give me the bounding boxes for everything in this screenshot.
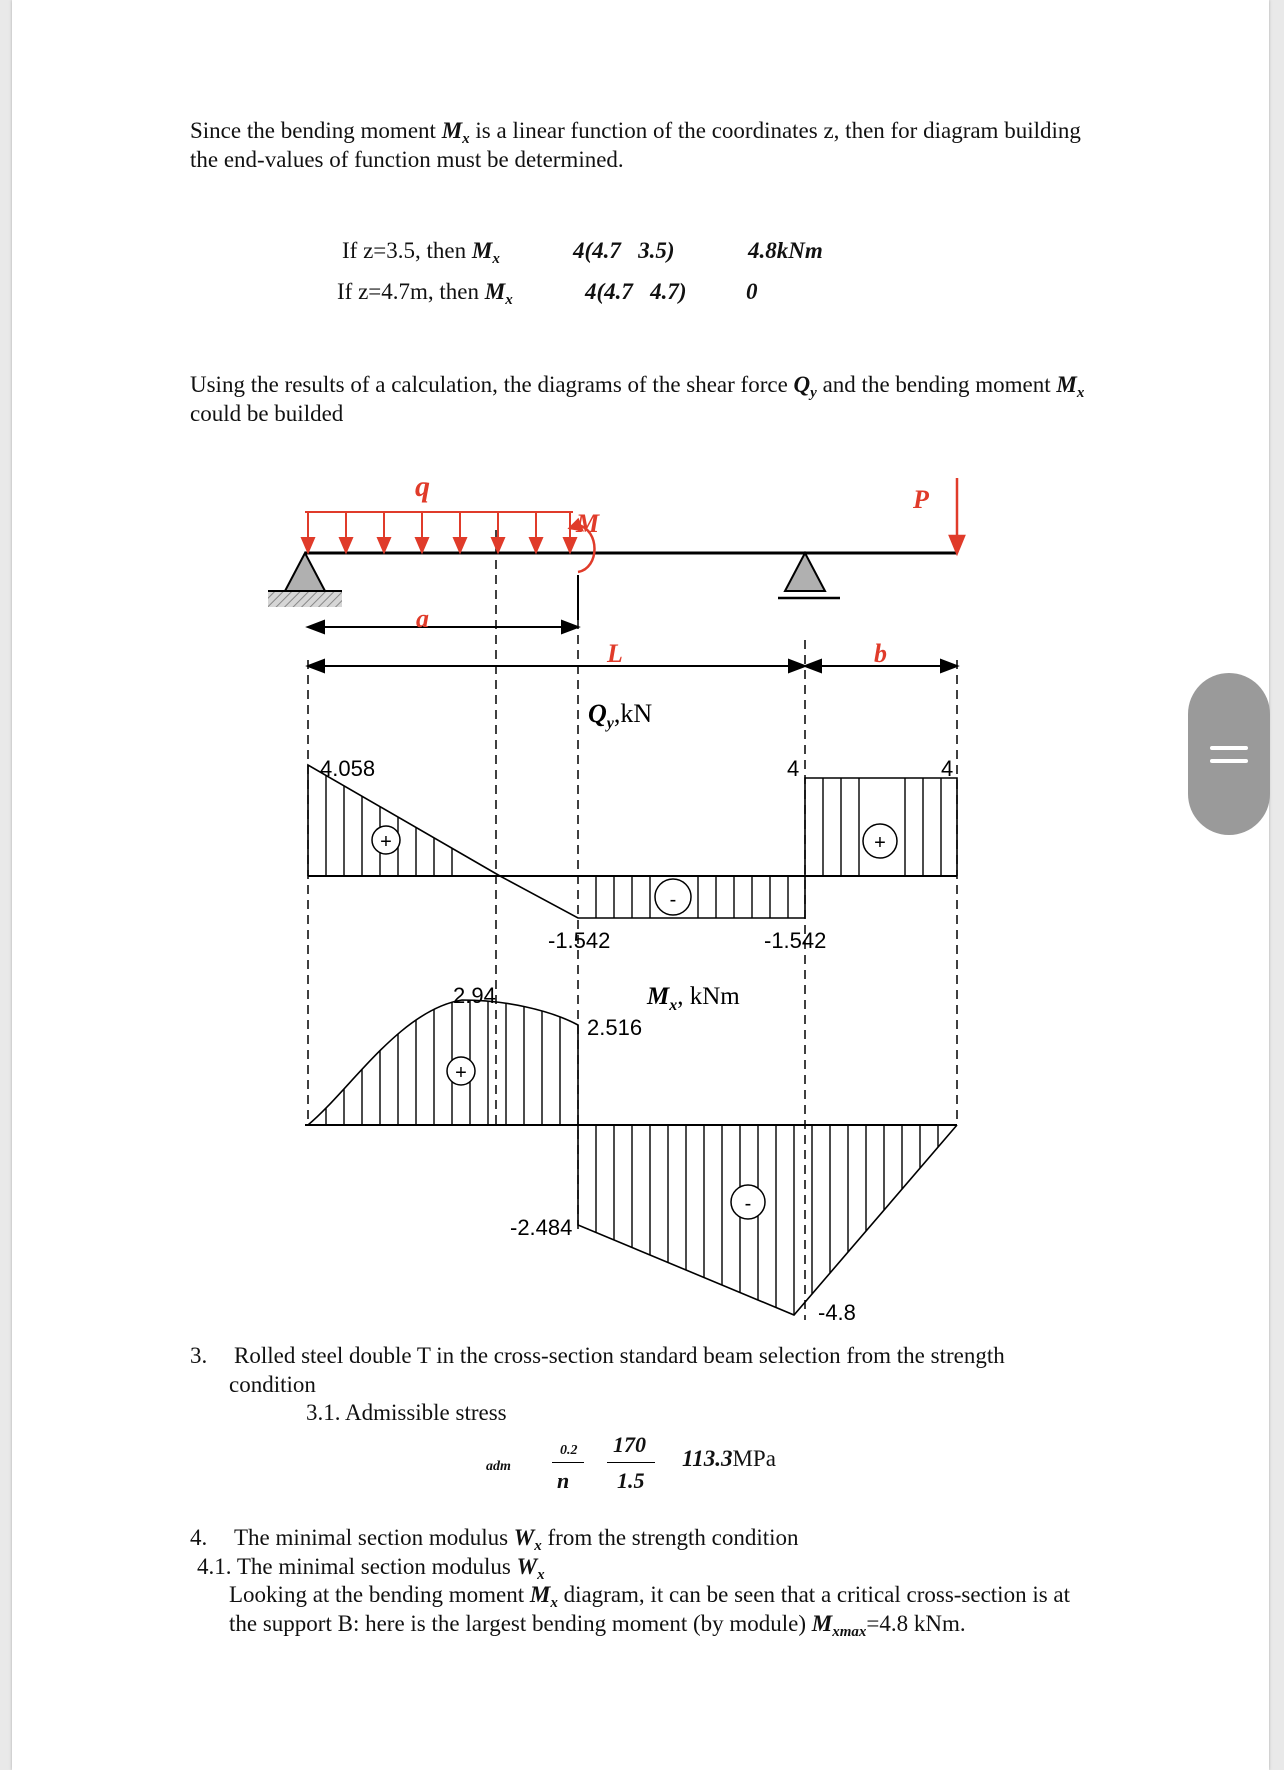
subscript: x xyxy=(534,1538,542,1554)
subscript: x xyxy=(505,292,513,308)
section-4-number: 4. xyxy=(190,1525,208,1550)
sign: + xyxy=(874,832,886,854)
unit: ,kN xyxy=(613,699,653,728)
symbol: W xyxy=(513,1525,535,1550)
text: 4.1. The minimal section modulus xyxy=(197,1554,517,1579)
moment-hatch-negative xyxy=(596,1120,938,1320)
shear-sign-plus-right xyxy=(863,824,897,858)
sign: + xyxy=(455,1062,467,1084)
dim-l-label: L xyxy=(607,639,623,668)
section-4-paragraph-line-1 xyxy=(229,1580,1070,1609)
moment-value-left-of-m: 2.516 xyxy=(587,1015,643,1040)
shear-value-right: 4 xyxy=(787,756,800,781)
formula-num-1: 0.2 xyxy=(560,1443,578,1458)
subscript: x xyxy=(550,1595,558,1611)
section-4-title xyxy=(234,1523,799,1552)
symbol: M xyxy=(471,238,493,263)
formula-den-2: 1.5 xyxy=(617,1468,645,1493)
section-4-paragraph-line-2 xyxy=(229,1609,966,1638)
section-4-1-heading xyxy=(197,1552,545,1581)
shear-hatch-negative xyxy=(596,870,788,925)
dim-a-label: a xyxy=(416,604,429,633)
subscript: y xyxy=(810,385,817,401)
text: If z=4.7m, then xyxy=(337,279,479,304)
value: 113.3 xyxy=(682,1446,733,1471)
subscript: x xyxy=(1076,385,1085,401)
symbol: W xyxy=(516,1554,538,1579)
unit: , kNm xyxy=(677,983,740,1010)
pin-support-a xyxy=(268,553,342,607)
text: from the strength condition xyxy=(541,1525,799,1550)
text: diagram, it can be seen that a critical cross-section is at xyxy=(557,1582,1071,1607)
fraction-bar-2 xyxy=(607,1462,655,1463)
load-q-label: q xyxy=(415,470,430,503)
text: The minimal section modulus xyxy=(234,1525,514,1550)
subscript: x xyxy=(462,131,470,147)
scroll-drag-handle[interactable] xyxy=(1188,673,1270,835)
text: and the bending moment xyxy=(816,372,1057,397)
symbol: M xyxy=(1056,372,1077,397)
shear-title xyxy=(588,699,652,732)
text: is a linear function of the coordinates z, then for diagram building xyxy=(469,118,1081,143)
equation-1-result: 4.8kNm xyxy=(748,238,823,263)
equation-2-result: 0 xyxy=(746,279,758,304)
symbol: M xyxy=(647,983,670,1010)
symbol: M xyxy=(529,1582,551,1607)
subscript: x xyxy=(669,997,678,1014)
sign: - xyxy=(744,1193,752,1215)
subscript: x xyxy=(492,251,500,267)
text: =4.8 kNm. xyxy=(866,1611,966,1636)
text: the support B: here is the largest bending moment (by module) xyxy=(229,1611,812,1636)
sign: - xyxy=(669,889,677,911)
text: Since the bending moment xyxy=(190,118,442,143)
subscript: xmax xyxy=(832,1624,867,1640)
moment-value-support: -4.8 xyxy=(818,1300,856,1325)
symbol: Q xyxy=(588,699,607,728)
moment-m-label: M xyxy=(576,509,600,538)
shear-value-neg-left: -1.542 xyxy=(548,928,611,953)
section-3-1-heading: 3.1. Admissible stress xyxy=(306,1400,507,1425)
text: Looking at the bending moment xyxy=(229,1582,530,1607)
shear-value-neg-right: -1.542 xyxy=(764,928,827,953)
paragraph-2-line-2: could be builded xyxy=(190,401,344,426)
moment-title xyxy=(646,983,740,1014)
formula-num-2: 170 xyxy=(613,1432,646,1457)
equation-2-rhs: 4(4.7 4.7) xyxy=(585,279,687,304)
moment-hatch-positive xyxy=(326,990,560,1130)
subscript: x xyxy=(537,1567,545,1583)
shear-value-end: 4 xyxy=(941,756,954,781)
subscript: y xyxy=(606,715,614,732)
moment-sign-minus xyxy=(731,1185,765,1219)
distributed-load-q xyxy=(302,512,576,552)
symbol: M xyxy=(811,1611,833,1636)
section-3-number: 3. xyxy=(190,1343,208,1368)
moment-sign-plus xyxy=(447,1057,475,1085)
formula-adm: adm xyxy=(486,1459,511,1474)
shear-value-left: 4.058 xyxy=(320,756,376,781)
dimension-lines xyxy=(308,575,957,672)
force-p-arrow xyxy=(950,478,964,553)
shear-sign-plus-left xyxy=(372,826,400,854)
text: Using the results of a calculation, the diagrams of the shear force xyxy=(190,372,794,397)
equation-1-rhs: 4(4.7 3.5) xyxy=(573,238,675,263)
paragraph-1-line-2: the end-values of function must be determined. xyxy=(190,147,624,172)
roller-support-b xyxy=(778,553,840,598)
section-3-title-line-2: condition xyxy=(229,1372,316,1397)
section-3-title: Rolled steel double T in the cross-section standard beam selection from the strength xyxy=(234,1343,1005,1368)
unit: MPa xyxy=(732,1446,776,1471)
moment-value-max: 2.94 xyxy=(453,983,496,1008)
dim-b-label: b xyxy=(874,639,887,668)
symbol: M xyxy=(441,118,463,143)
text: If z=3.5, then xyxy=(342,238,467,263)
moment-value-right-of-m: -2.484 xyxy=(510,1215,573,1240)
formula-result xyxy=(682,1444,776,1473)
formula-den-1: n xyxy=(557,1468,570,1493)
fraction-bar-1 xyxy=(552,1462,584,1463)
shear-sign-minus xyxy=(655,879,691,915)
sign: + xyxy=(380,831,392,853)
symbol: Q xyxy=(793,372,811,397)
force-p-label: P xyxy=(913,485,929,514)
symbol: M xyxy=(484,279,506,304)
